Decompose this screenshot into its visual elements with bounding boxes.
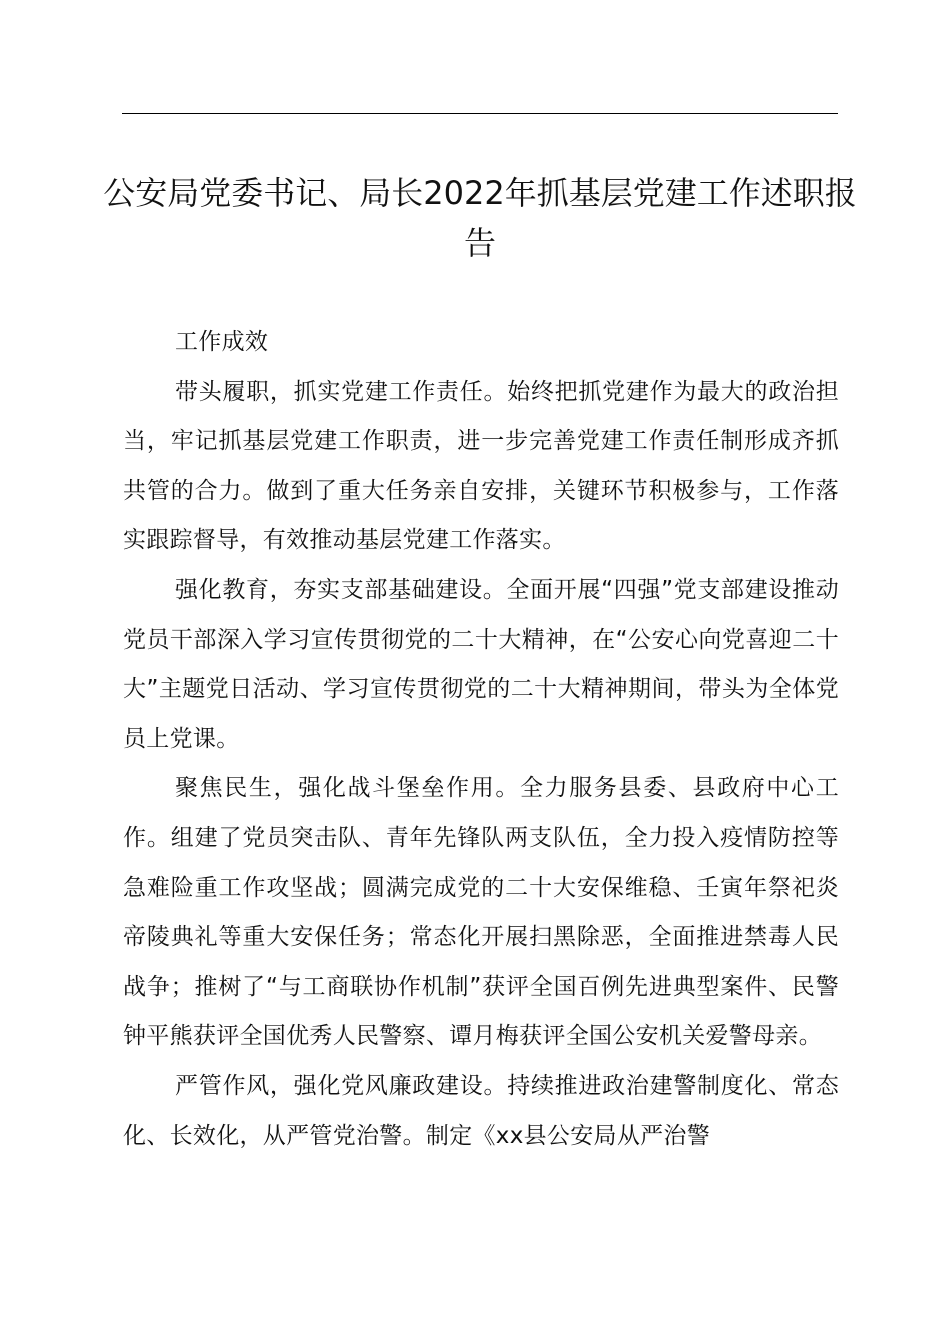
section-heading: 工作成效 <box>175 329 269 355</box>
body-paragraph: 强化教育，夯实支部基础建设。全面开展“四强”党支部建设推动党员干部深入学习宣传贯彻党的二十大精神，在“公安心向党喜迎二十大”主题党日活动、学习宣传贯彻党的二十大精神期间，带头为全体党员上党课。 <box>123 576 839 752</box>
document-body <box>123 318 839 1161</box>
document-title: 公安局党委书记、局长2022年抓基层党建工作述职报告 <box>103 174 857 262</box>
body-paragraph: 带头履职，抓实党建工作责任。始终把抓党建作为最大的政治担当，牢记抓基层党建工作职责，进一步完善党建工作责任制形成齐抓共管的合力。做到了重大任务亲自安排，关键环节积极参与，工作落实跟踪督导，有效推动基层党建工作落实。 <box>123 378 839 554</box>
body-paragraph: 聚焦民生，强化战斗堡垒作用。全力服务县委、县政府中心工作。组建了党员突击队、青年先锋队两支队伍，全力投入疫情防控等急难险重工作攻坚战；圆满完成党的二十大安保维稳、壬寅年祭祀炎帝陵典礼等重大安保任务；常态化开展扫黑除恶，全面推进禁毒人民战争；推树了“与工商联协作机制”获评全国百例先进典型案件、民警钟平熊获评全国优秀人民警察、谭月梅获评全国公安机关爱警母亲。 <box>123 775 839 1050</box>
body-paragraph: 严管作风，强化党风廉政建设。持续推进政治建警制度化、常态化、长效化，从严管党治警。制定《xx县公安局从严治警 <box>123 1072 839 1149</box>
header-rule <box>122 113 838 114</box>
